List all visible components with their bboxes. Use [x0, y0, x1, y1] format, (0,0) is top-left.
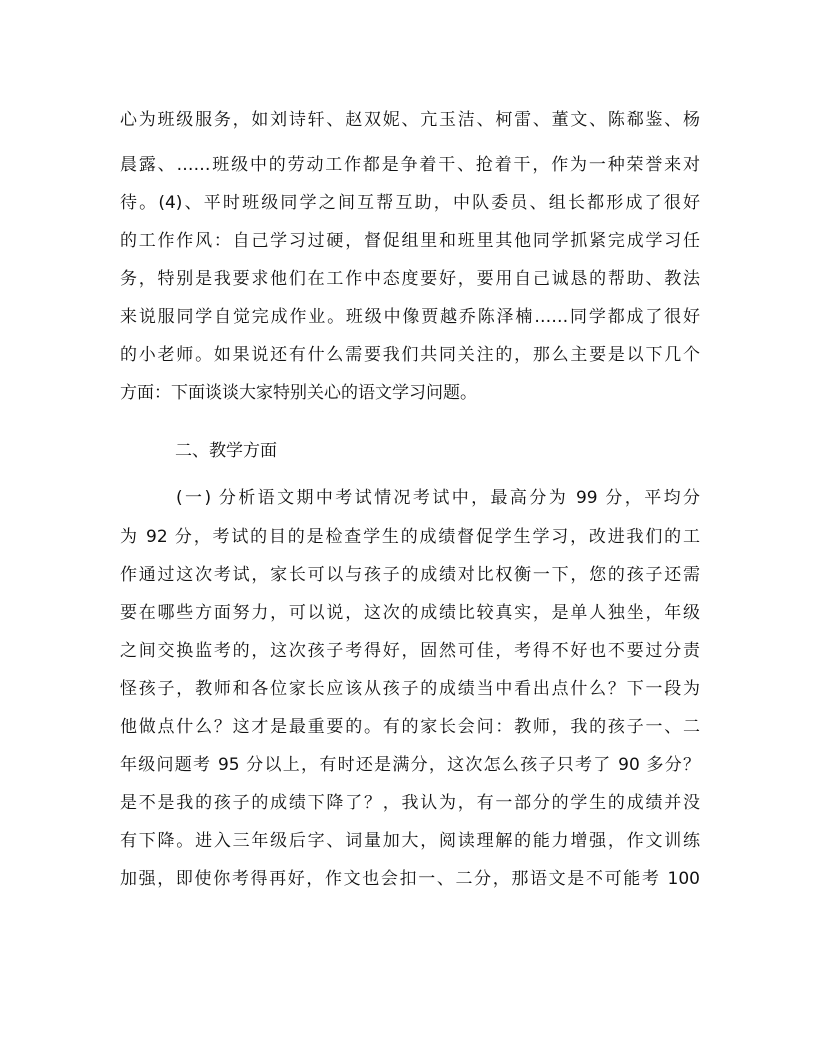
paragraph-line: 作通过这次考试，家长可以与孩子的成绩对比权衡一下，您的孩子还需	[120, 565, 700, 585]
section-heading: 二、教学方面	[175, 441, 277, 461]
paragraph-line: 晨露、……班级中的劳动工作都是争着干、抢着干，作为一种荣誉来对	[120, 155, 700, 175]
paragraph-line: (一) 分析语文期中考试情况考试中，最高分为 99 分，平均分	[176, 488, 700, 508]
paragraph-line: 务，特别是我要求他们在工作中态度要好，要用自己诚恳的帮助、教法	[120, 269, 700, 289]
paragraph-line: 方面：下面谈谈大家特别关心的语文学习问题。	[120, 383, 477, 403]
paragraph-line: 年级问题考 95 分以上，有时还是满分，这次怎么孩子只考了 90 多分？	[120, 755, 700, 775]
paragraph-line: 加强，即使你考得再好，作文也会扣一、二分，那语文是不可能考 100	[120, 869, 700, 889]
paragraph-line: 的工作作风：自己学习过硬，督促组里和班里其他同学抓紧完成学习任	[120, 231, 700, 251]
paragraph-line: 来说服同学自觉完成作业。班级中像贾越乔陈泽楠……同学都成了很好	[120, 307, 700, 327]
paragraph-line: 是不是我的孩子的成绩下降了？，我认为，有一部分的学生的成绩并没	[120, 793, 700, 813]
paragraph-line: 心为班级服务，如刘诗轩、赵双妮、亢玉洁、柯雷、董文、陈郗鉴、杨	[120, 110, 700, 130]
paragraph-line: 待。(4)、平时班级同学之间互帮互助，中队委员、组长都形成了很好	[120, 193, 700, 213]
paragraph-line: 为 92 分，考试的目的是检查学生的成绩督促学生学习，改进我们的工	[120, 527, 700, 547]
paragraph-line: 有下降。进入三年级后字、词量加大，阅读理解的能力增强，作文训练	[120, 831, 700, 851]
paragraph-line: 他做点什么？这才是最重要的。有的家长会问：教师，我的孩子一、二	[120, 717, 700, 737]
paragraph-line: 怪孩子，教师和各位家长应该从孩子的成绩当中看出点什么？下一段为	[120, 679, 700, 699]
paragraph-line: 之间交换监考的，这次孩子考得好，固然可佳，考得不好也不要过分责	[120, 641, 700, 661]
paragraph-line: 的小老师。如果说还有什么需要我们共同关注的，那么主要是以下几个	[120, 345, 700, 365]
paragraph-line: 要在哪些方面努力，可以说，这次的成绩比较真实，是单人独坐，年级	[120, 603, 700, 623]
